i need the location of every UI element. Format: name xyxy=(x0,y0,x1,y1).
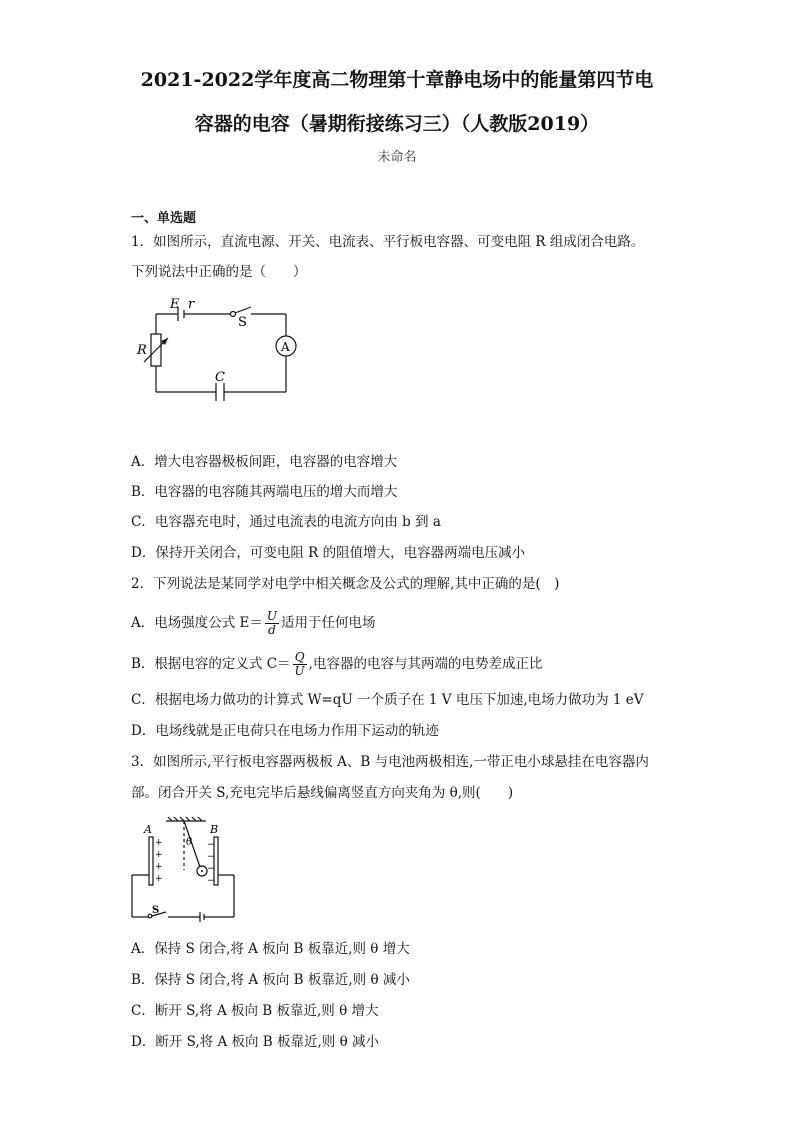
q2-option-a-suffix: 适用于任何电场 xyxy=(281,615,376,631)
author-name: 未命名 xyxy=(377,150,417,165)
angle-theta-label: θ xyxy=(186,837,193,848)
label-S: S xyxy=(238,315,247,330)
q3-option-c: C．断开 S,将 A 板向 B 板靠近,则 θ 增大 xyxy=(131,1003,379,1019)
q2-stem: 2．下列说法是某同学对电学中相关概念及公式的理解,其中正确的是( ) xyxy=(131,576,560,592)
section-heading: 一、单选题 xyxy=(131,211,197,226)
q1-option-b: B．电容器的电容随其两端电压的增大而增大 xyxy=(131,484,398,500)
q2-option-b-suffix: ,电容器的电容与其两端的电势差成正比 xyxy=(308,656,543,672)
document-title-line-2: 容器的电容（暑期衔接练习三）（人教版2019） xyxy=(194,113,600,135)
ammeter-label: A xyxy=(281,340,290,354)
q1-option-d: D．保持开关闭合，可变电阻 R 的阻值增大，电容器两端电压减小 xyxy=(131,545,526,561)
plus-sign: + xyxy=(155,874,163,884)
fraction-numerator: U xyxy=(266,609,278,623)
plus-sign: + xyxy=(155,850,163,860)
plate-a-label: A xyxy=(144,823,152,836)
label-R: R xyxy=(137,343,147,358)
q2-option-b-prefix: B．根据电容的定义式 C＝ xyxy=(131,656,291,672)
minus-sign: − xyxy=(207,852,215,862)
q2-option-a-prefix: A．电场强度公式 E＝ xyxy=(131,615,263,631)
document-title-line-1: 2021-2022学年度高二物理第十章静电场中的能量第四节电 xyxy=(140,69,654,91)
q3-option-b: B．保持 S 闭合,将 A 板向 B 板靠近,则 θ 减小 xyxy=(131,972,410,988)
label-E: E xyxy=(170,297,180,312)
q1-option-c: C．电容器充电时，通过电流表的电流方向由 b 到 a xyxy=(131,514,441,530)
q3-option-d: D．断开 S,将 A 板向 B 板靠近,则 θ 减小 xyxy=(131,1034,380,1050)
plus-sign: + xyxy=(155,838,163,848)
q1-circuit-diagram xyxy=(130,292,310,407)
q2-option-d: D．电场线就是正电荷只在电场力作用下运动的轨迹 xyxy=(131,723,439,739)
q3-stem-line-1: 3．如图所示,平行板电容器两极板 A、B 与电池两极相连,一带正电小球悬挂在电容器内 xyxy=(131,754,649,770)
q1-stem-line-1: 1．如图所示，直流电源、开关、电流表、平行板电容器、可变电阻 R 组成闭合电路。 xyxy=(131,234,645,250)
minus-sign: − xyxy=(207,864,215,874)
label-r: r xyxy=(188,297,195,312)
q2-option-c: C．根据电场力做功的计算式 W=qU 一个质子在 1 V 电压下加速,电场力做功为 1 eV xyxy=(131,692,644,708)
formula-q-over-u xyxy=(293,651,307,678)
fraction-denominator: U xyxy=(294,664,305,678)
q3-stem-line-2: 部。闭合开关 S,充电完毕后悬线偏离竖直方向夹角为 θ,则( ) xyxy=(131,785,514,801)
plus-sign: + xyxy=(155,862,163,872)
q2-option-a xyxy=(131,610,376,637)
q3-option-a: A．保持 S 闭合,将 A 板向 B 板靠近,则 θ 增大 xyxy=(131,941,410,957)
minus-sign: − xyxy=(207,840,215,850)
minus-sign: − xyxy=(207,876,215,886)
q2-option-b xyxy=(131,651,542,678)
q1-option-a: A．增大电容器极板间距，电容器的电容增大 xyxy=(131,454,398,470)
fraction-numerator: Q xyxy=(293,651,307,665)
q1-stem-line-2: 下列说法中正确的是（ ） xyxy=(131,264,307,280)
fraction-denominator: d xyxy=(268,623,276,637)
label-C: C xyxy=(215,370,225,385)
formula-u-over-d xyxy=(265,610,279,637)
q3-capacitor-pendulum-diagram xyxy=(128,815,240,923)
plate-b-label: B xyxy=(210,823,219,836)
switch-s-label: S xyxy=(152,905,160,916)
